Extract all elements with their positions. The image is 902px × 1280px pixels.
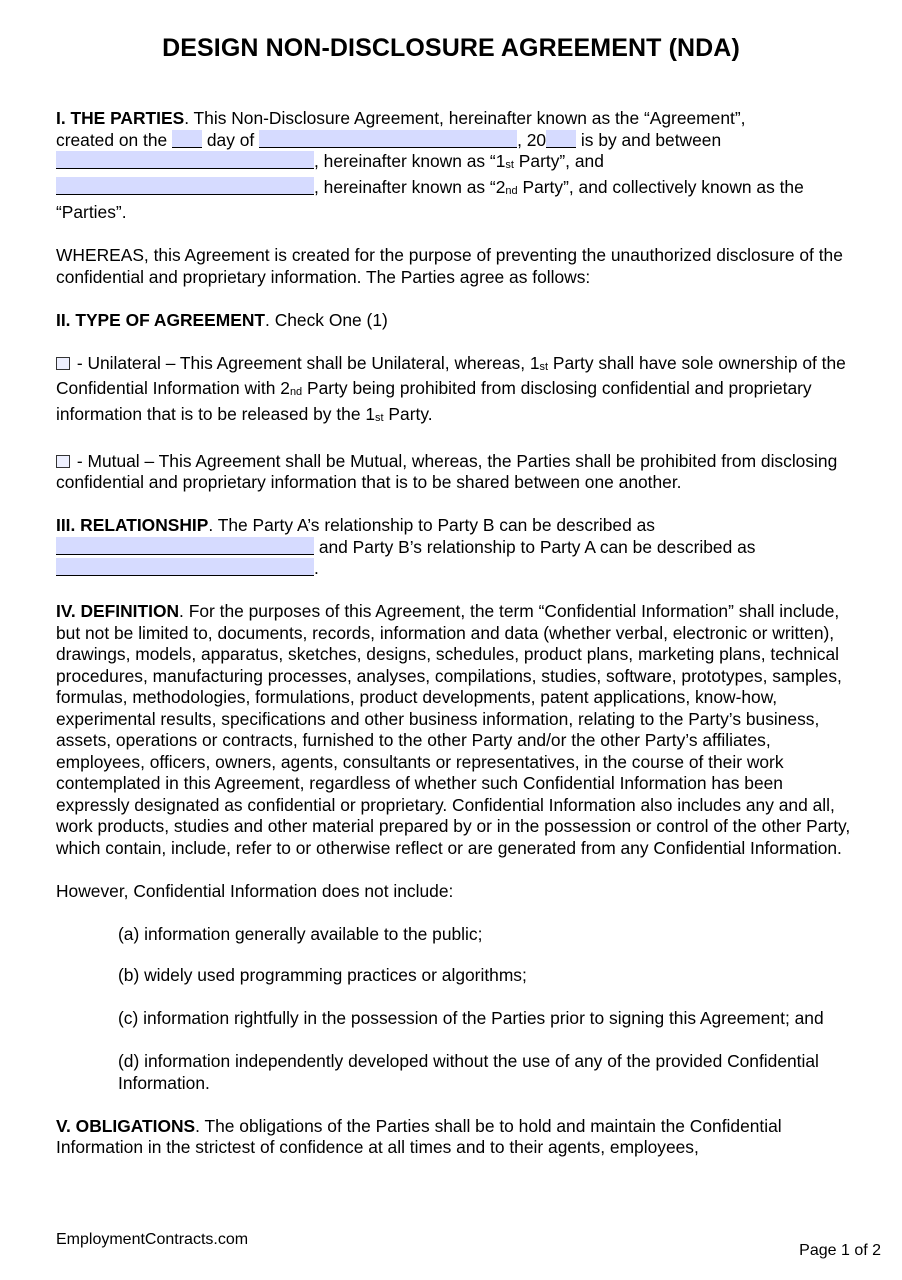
document-body <box>56 108 856 1159</box>
page-title: DESIGN NON-DISCLOSURE AGREEMENT (NDA) <box>162 34 740 62</box>
definition-section: IV. DEFINITION. For the purposes of this Agreement, the term “Confidential Information” shall include, but not be limited to, documents, records, information and data (whether verbal, electronic or written), drawings, models, apparatus, sketches, designs, schedules, product plans, marketing plans, technical procedures, manufacturing processes, analyses, compilations, studies, software, prototypes, samples, formulas, methodologies, formulations, product developments, patent applications, know-how, experimental results, specifications and other business information, relating to the Party’s business, assets, operations or contracts, furnished to the other Party and/or the other Party’s affiliates, employees, officers, owners, agents, consultants or representatives, in the course of their work contemplated in this Agreement, regardless of whether such Confidential Information has been expressly designated as confidential or proprietary. Confidential Information also includes any and all, work products, studies and other material prepared by or in the possession or control of the other Party, which contain, include, refer to or otherwise reflect or are generated from any Confidential Information. <box>56 601 851 858</box>
mutual-option: - Mutual – This Agreement shall be Mutual, whereas, the Parties shall be prohibited from disclosing confidential and proprietary information that is to be shared between one another. <box>56 450 838 492</box>
day-field[interactable] <box>172 130 202 148</box>
exclusions-intro: However, Confidential Information does not include: <box>56 880 454 901</box>
first-party-field[interactable] <box>56 151 314 169</box>
year-field[interactable] <box>546 130 576 148</box>
exclusion-item: (d) information independently developed without the use of any of the provided Confidential Information. <box>118 1051 819 1093</box>
parties-heading: I. THE PARTIES <box>56 108 185 128</box>
exclusion-item: (c) information rightfully in the possession of the Parties prior to signing this Agreement; and <box>118 1008 824 1028</box>
exclusion-item: (a) information generally available to the public; <box>118 923 483 944</box>
obligations-section: V. OBLIGATIONS. The obligations of the Parties shall be to hold and maintain the Confidential Information in the strictest of confidence at all times and to their agents, employees, <box>56 1115 782 1157</box>
second-party-field[interactable] <box>56 177 314 195</box>
unilateral-checkbox[interactable] <box>56 357 70 370</box>
mutual-checkbox[interactable] <box>56 455 70 468</box>
parties-section: I. THE PARTIES. This Non-Disclosure Agreement, hereinafter known as the “Agreement”, created on the day of , 20 is by and between , hereinafter known as “1st Party”, and , hereinafter known as “2nd Party”, and collectively known as the “Parties”. <box>56 108 804 222</box>
relationship-section: III. RELATIONSHIP. The Party A’s relationship to Party B can be described as and Party B’s relationship to Party A can be described as . <box>56 515 756 578</box>
party-b-relationship-field[interactable] <box>56 558 314 576</box>
type-heading: II. TYPE OF AGREEMENT <box>56 309 266 330</box>
obligations-heading: V. OBLIGATIONS <box>56 1115 196 1136</box>
unilateral-option: - Unilateral – This Agreement shall be Unilateral, whereas, 1st Party shall have sole ownership of the Confidential Information with 2nd Party being prohibited from disclosing confidential and proprietary information that is to be released by the 1st Party. <box>56 352 846 424</box>
exclusion-item: (b) widely used programming practices or algorithms; <box>118 965 527 985</box>
page-number: Page 1 of 2 <box>799 1242 881 1259</box>
whereas-paragraph: WHEREAS, this Agreement is created for the purpose of preventing the unauthorized disclosure of the confidential and proprietary information. The Parties agree as follows: <box>56 245 843 287</box>
type-section: II. TYPE OF AGREEMENT. Check One (1) <box>56 309 388 330</box>
month-field[interactable] <box>259 130 517 148</box>
party-a-relationship-field[interactable] <box>56 537 314 555</box>
relationship-heading: III. RELATIONSHIP <box>56 515 209 535</box>
definition-heading: IV. DEFINITION <box>56 601 180 621</box>
footer-source-link[interactable]: EmploymentContracts.com <box>56 1231 249 1248</box>
